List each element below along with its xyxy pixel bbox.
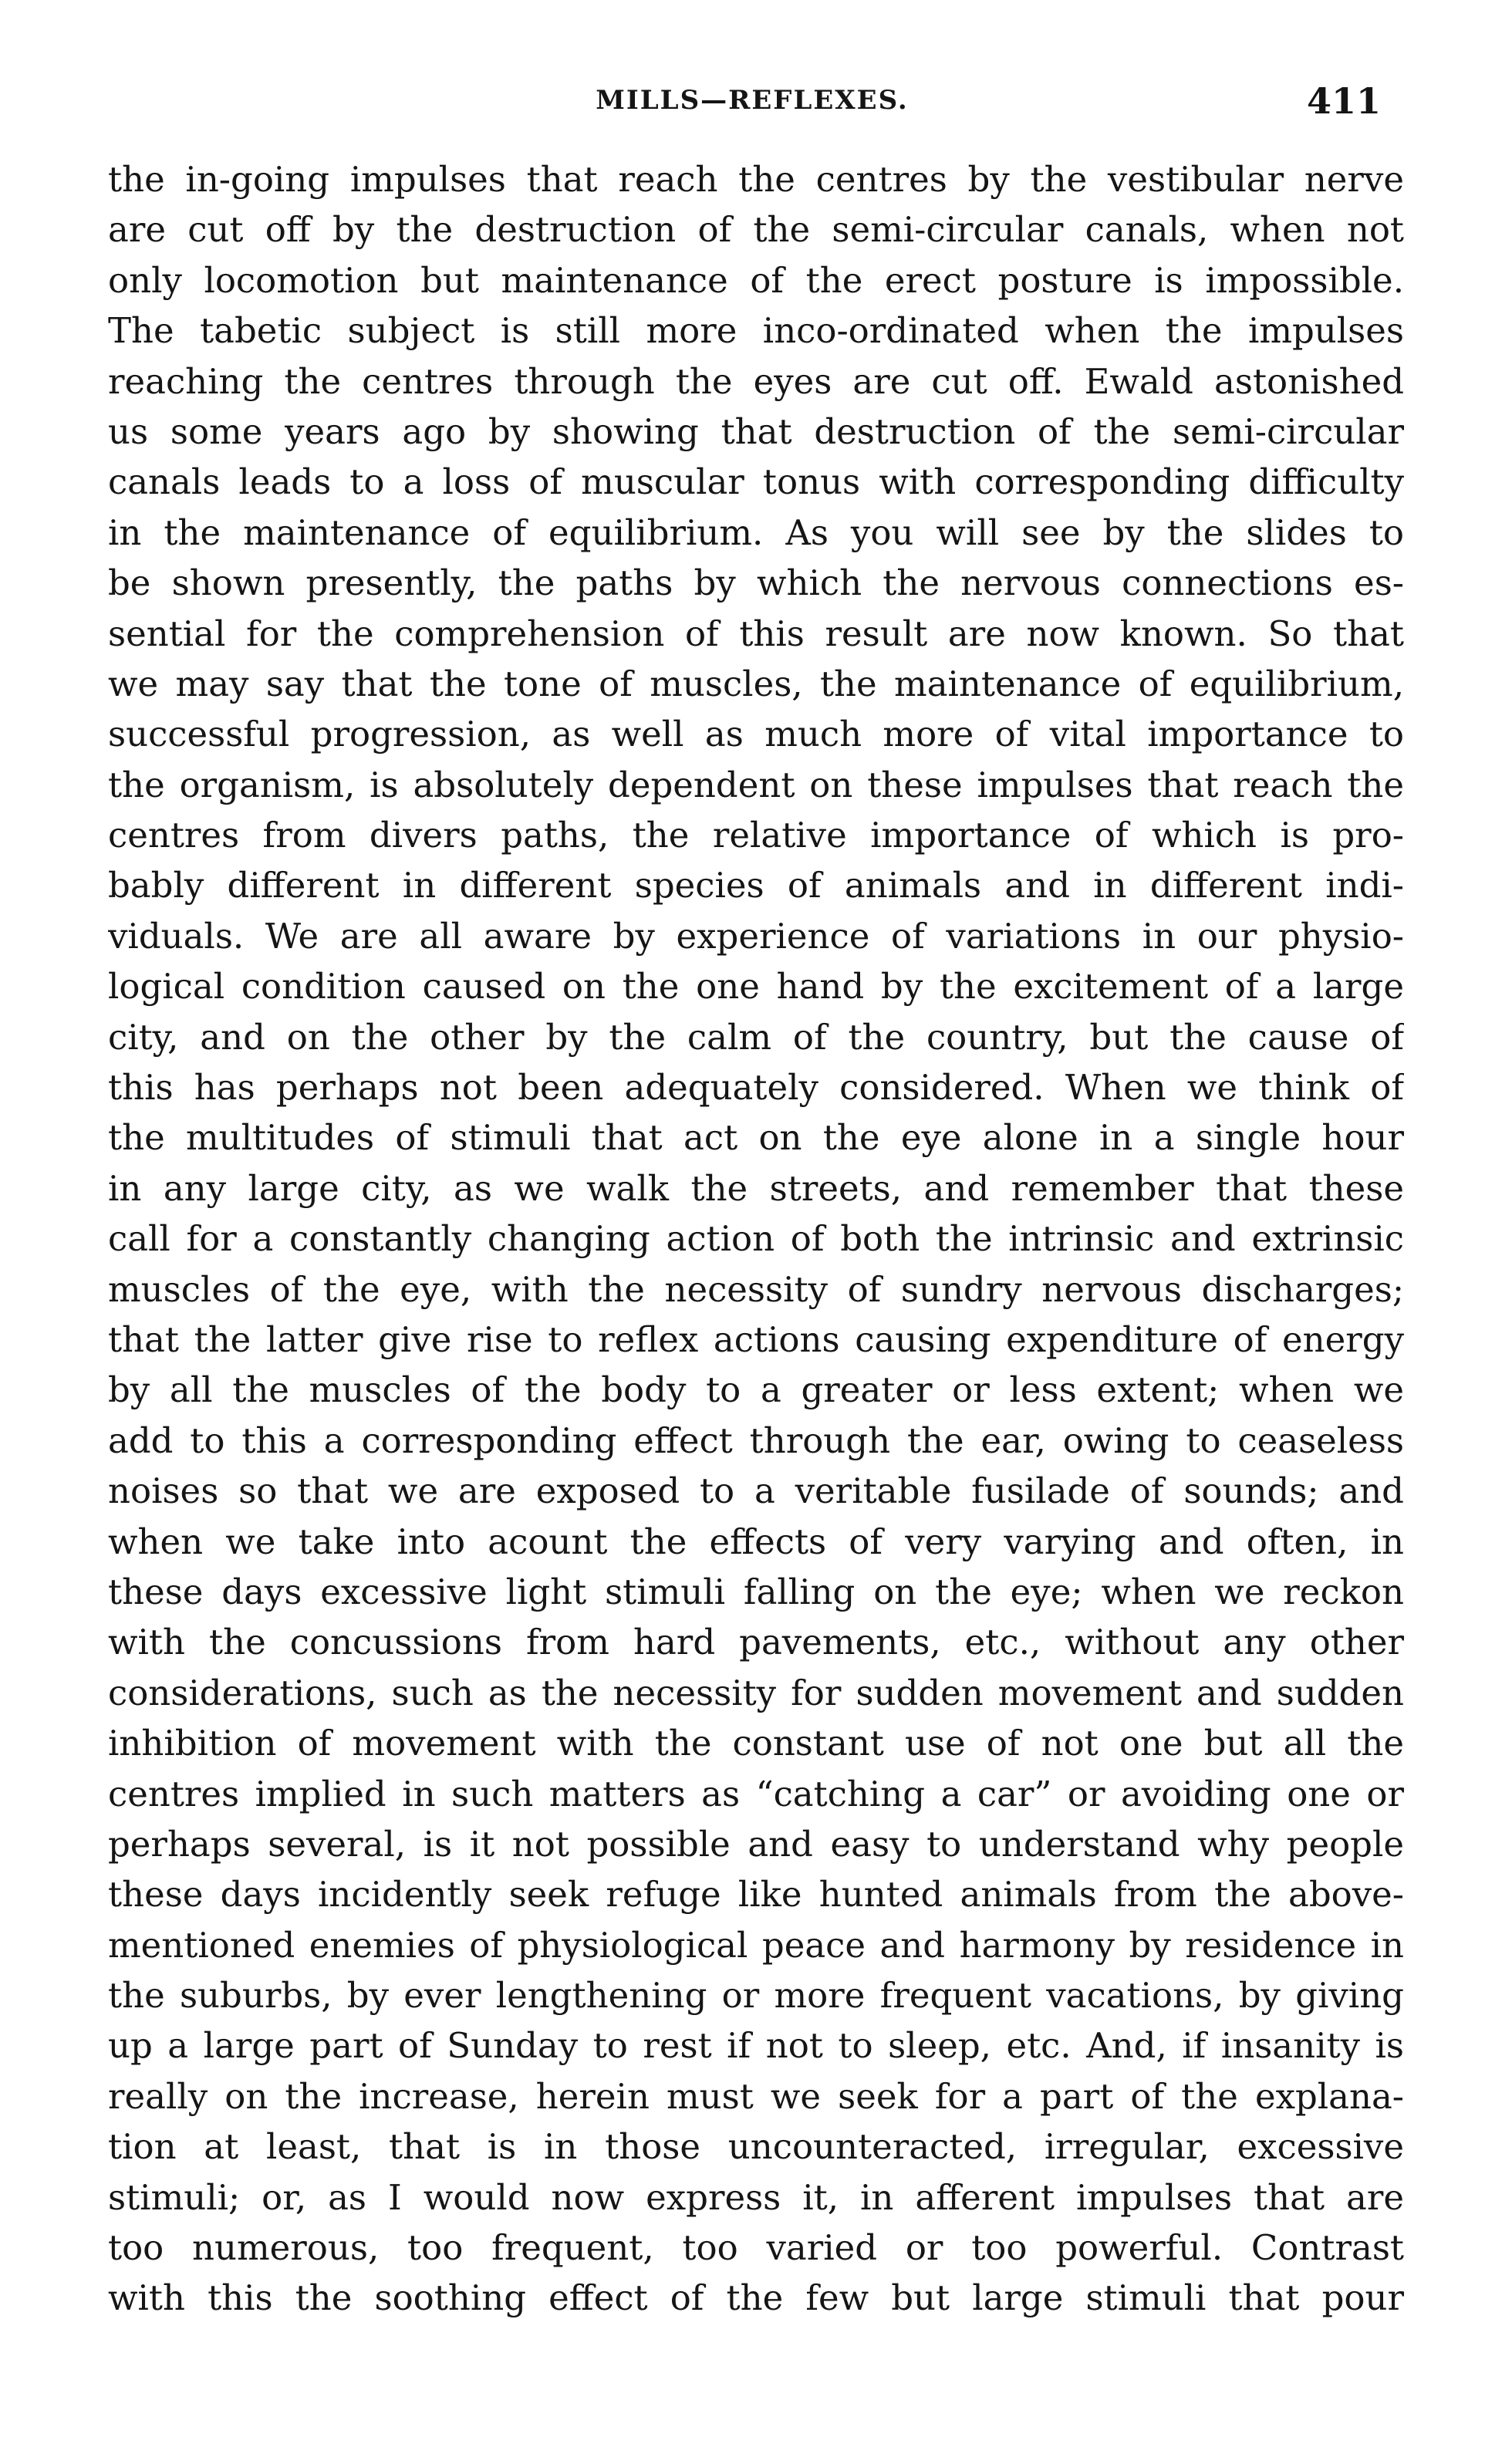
text-line: with this the soothing effect of the few but large stimuli that pour: [108, 2277, 1404, 2319]
text-line: viduals. We are all aware by experience of variations in our physio-: [108, 915, 1404, 957]
text-line: really on the increase, herein must we seek for a part of the explana-: [108, 2075, 1404, 2117]
text-line: the in-going impulses that reach the centres by the vestibular nerve: [108, 159, 1404, 200]
text-line: logical condition caused on the one hand by the excitement of a large: [108, 966, 1404, 1008]
text-line: sential for the comprehension of this result are now known. So that: [108, 613, 1404, 654]
text-line: up a large part of Sunday to rest if not to sleep, etc. And, if insanity is: [108, 2025, 1404, 2067]
text-line: us some years ago by showing that destruction of the semi-circular: [108, 410, 1404, 452]
text-line: these days incidently seek refuge like hunted animals from the above-: [108, 1874, 1404, 1916]
text-line: tion at least, that is in those uncounteracted, irregular, excessive: [108, 2126, 1404, 2168]
text-line: this has perhaps not been adequately considered. When we think of: [108, 1067, 1404, 1109]
running-title: MILLS—REFLEXES.: [596, 85, 909, 116]
text-line: city, and on the other by the calm of the country, but the cause of: [108, 1016, 1404, 1058]
text-line: successful progression, as well as much more of vital importance to: [108, 714, 1404, 755]
text-line: when we take into acount the effects of very varying and often, in: [108, 1521, 1404, 1562]
text-line: muscles of the eye, with the necessity of sundry nervous discharges;: [108, 1268, 1404, 1310]
text-line: the suburbs, by ever lengthening or more frequent vacations, by giving: [108, 1975, 1404, 2017]
page-number: 411: [1306, 80, 1381, 122]
text-line: in any large city, as we walk the streets, and remember that these: [108, 1167, 1404, 1209]
text-line: centres implied in such matters as “catching a car” or avoiding one or: [108, 1773, 1404, 1814]
text-line: considerations, such as the necessity for sudden movement and sudden: [108, 1672, 1404, 1713]
text-line: the organism, is absolutely dependent on these impulses that reach the: [108, 764, 1404, 805]
text-line: only locomotion but maintenance of the erect posture is impossible.: [108, 259, 1404, 301]
text-line: the multitudes of stimuli that act on the eye alone in a single hour: [108, 1117, 1404, 1159]
text-line: centres from divers paths, the relative importance of which is pro-: [108, 815, 1404, 856]
text-line: noises so that we are exposed to a veritable fusilade of sounds; and: [108, 1470, 1404, 1512]
text-line: call for a constantly changing action of both the intrinsic and extrinsic: [108, 1218, 1404, 1260]
text-line: add to this a corresponding effect through the ear, owing to ceaseless: [108, 1419, 1404, 1461]
text-line: mentioned enemies of physiological peace and harmony by residence in: [108, 1924, 1404, 1966]
text-line: are cut off by the destruction of the semi-circular canals, when not: [108, 209, 1404, 251]
text-line: by all the muscles of the body to a greater or less extent; when we: [108, 1369, 1404, 1411]
text-line: The tabetic subject is still more inco-ordinated when the impulses: [108, 310, 1404, 352]
text-line: in the maintenance of equilibrium. As you will see by the slides to: [108, 511, 1404, 553]
text-line: these days excessive light stimuli falling on the eye; when we reckon: [108, 1571, 1404, 1612]
text-line: reaching the centres through the eyes are cut off. Ewald astonished: [108, 360, 1404, 402]
text-line: we may say that the tone of muscles, the maintenance of equilibrium,: [108, 663, 1404, 704]
body-paragraph: [108, 154, 1404, 2324]
text-line: that the latter give rise to reflex actions causing expenditure of energy: [108, 1318, 1404, 1360]
text-line: too numerous, too frequent, too varied or too powerful. Contrast: [108, 2227, 1404, 2269]
running-head: [100, 80, 1404, 131]
text-line: canals leads to a loss of muscular tonus with corresponding difficulty: [108, 461, 1404, 503]
text-line: stimuli; or, as I would now express it, in afferent impulses that are: [108, 2176, 1404, 2218]
text-line: perhaps several, is it not possible and easy to understand why people: [108, 1823, 1404, 1865]
text-line: bably different in different species of animals and in different indi-: [108, 865, 1404, 906]
text-line: with the concussions from hard pavements, etc., without any other: [108, 1622, 1404, 1663]
text-line: inhibition of movement with the constant use of not one but all the: [108, 1723, 1404, 1764]
text-line: be shown presently, the paths by which the nervous connections es-: [108, 562, 1404, 604]
